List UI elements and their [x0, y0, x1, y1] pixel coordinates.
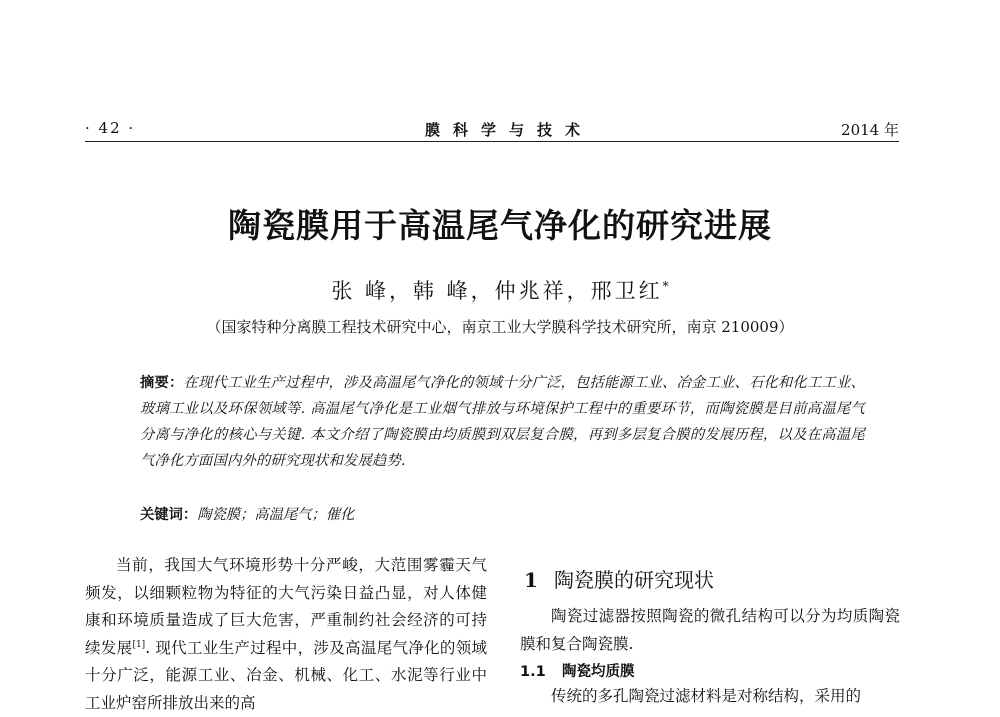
running-header: [85, 119, 899, 141]
subsection-heading: [520, 660, 635, 681]
intro-text-part2: . 现代工业生产过程中，涉及高温尾气净化的领域十分广泛，能源工业、冶金、机械、化工、水泥等行业中工业炉窑所排放出来的高: [85, 638, 487, 712]
intro-text-part1: 当前，我国大气环境形势十分严峻，大范围雾霾天气频发，以细颗粒物为特征的大气污染日益凸显，对人体健康和环境质量造成了巨大危害，严重制约社会经济的可持续发展: [85, 556, 487, 657]
author-list: [0, 275, 1000, 305]
abstract-label: 摘要：: [140, 375, 184, 391]
publication-year: 2014 年: [841, 121, 899, 139]
subsection-paragraph: 传统的多孔陶瓷过滤材料是对称结构，采用的: [551, 687, 862, 705]
keywords: [140, 502, 865, 528]
citation-ref: [1]: [132, 639, 146, 650]
section-number: 1: [524, 568, 538, 592]
abstract: [140, 370, 865, 474]
subsection-title: 陶瓷均质膜: [562, 664, 635, 680]
keywords-label: 关键词：: [140, 507, 198, 523]
section-title: 陶瓷膜的研究现状: [554, 568, 714, 592]
abstract-text: 在现代工业生产过程中，涉及高温尾气净化的领域十分广泛，包括能源工业、冶金工业、石化和化工工业、玻璃工业以及环保领域等. 高温尾气净化是工业烟气排放与环境保护工程中的重要环节，而陶瓷膜是目前高温尾气分离与净化的核心与关键. 本文介绍了陶瓷膜由均质膜到双层复合膜，再到多层复合膜的发展历程，以及在高温尾气净化方面国内外的研究现状和发展趋势.: [140, 375, 865, 469]
keywords-text: 陶瓷膜；高温尾气；催化: [197, 507, 355, 523]
journal-name: 膜科学与技术: [425, 121, 594, 139]
header-rule: [85, 141, 899, 142]
corresponding-author-mark: *: [662, 279, 669, 293]
section-paragraph: 陶瓷过滤器按照陶瓷的微孔结构可以分为均质陶瓷膜和复合陶瓷膜.: [520, 607, 900, 653]
page-number: · 42 ·: [85, 119, 136, 137]
subsection-number: 1.1: [520, 664, 546, 680]
body-left-column: [85, 552, 487, 717]
affiliation: （国家特种分离膜工程技术研究中心，南京工业大学膜科学技术研究所，南京 210009）: [206, 318, 794, 336]
author-names: 张 峰，韩 峰，仲兆祥，邢卫红: [331, 279, 663, 303]
article-title: 陶瓷膜用于高温尾气净化的研究进展: [228, 206, 772, 245]
section-heading: [524, 564, 714, 593]
